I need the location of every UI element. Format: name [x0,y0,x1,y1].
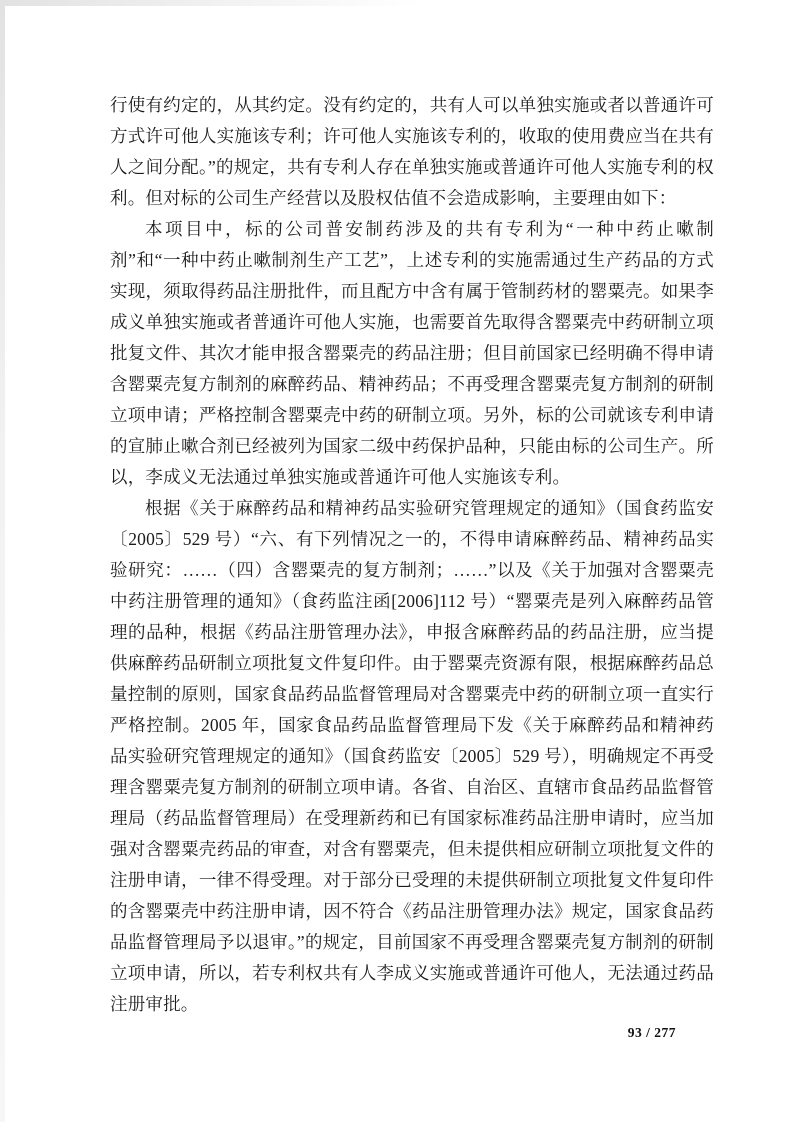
page-number: 93 / 277 [627,1025,676,1040]
paragraph-shared-patent-rights: 行使有约定的，从其约定。没有约定的，共有人可以单独实施或者以普通许可方式许可他人实施该专利；许可他人实施该专利的，收取的使用费应当在共有人之间分配。”的规定，共有专利人存在单独实施或普通许可他人实施专利的权利。但对标的公司生产经营以及股权估值不会造成影响，主要理由如下： [110,95,714,208]
paragraph-target-company-patents: 本项目中，标的公司普安制药涉及的共有专利为“一种中药止嗽制剂”和“一种中药止嗽制剂生产工艺”，上述专利的实施需通过生产药品的方式实现，须取得药品注册批件，而且配方中含有属于管制药材的罂粟壳。如果李成义单独实施或者普通许可他人实施，也需要首先取得含罂粟壳中药研制立项批复文件、其次才能申报含罂粟壳的药品注册；但目前国家已经明确不得申请含罂粟壳复方制剂的麻醉药品、精神药品；不再受理含罂粟壳复方制剂的研制立项申请；严格控制含罂粟壳中药的研制立项。另外，标的公司就该专利申请的宣肺止嗽合剂已经被列为国家二级中药保护品种，只能由标的公司生产。所以，李成义无法通过单独实施或普通许可他人实施该专利。 [110,219,714,487]
page-edge-shadow-left [0,0,5,1122]
page-edge-shadow-top [0,0,420,6]
document-body-text [110,90,714,1020]
paragraph-regulatory-basis: 根据《关于麻醉药品和精神药品实验研究管理规定的通知》（国食药监安〔2005〕529 号）“六、有下列情况之一的，不得申请麻醉药品、精神药品实验研究：……（四）含罂粟壳的复方制剂；……”以及《关于加强对含罂粟壳中药注册管理的通知》（食药监注函[2006]112 号）“罂粟壳是列入麻醉药品管理的品种，根据《药品注册管理办法》，申报含麻醉药品的药品注册，应当提供麻醉药品研制立项批复文件复印件。由于罂粟壳资源有限，根据麻醉药品总量控制的原则，国家食品药品监督管理局对含罂粟壳中药的研制立项一直实行严格控制。2005 年，国家食品药品监督管理局下发《关于麻醉药品和精神药品实验研究管理规定的通知》（国食药监安〔2005〕529 号），明确规定不再受理含罂粟壳复方制剂的研制立项申请。各省、自治区、直辖市食品药品监督管理局（药品监督管理局）在受理新药和已有国家标准药品注册申请时，应当加强对含罂粟壳药品的审查，对含有罂粟壳，但未提供相应研制立项批复文件的注册申请，一律不得受理。对于部分已受理的未提供研制立项批复文件复印件的含罂粟壳中药注册申请，因不符合《药品注册管理办法》规定，国家食品药品监督管理局予以退审。”的规定，目前国家不再受理含罂粟壳复方制剂的研制立项申请，所以，若专利权共有人李成义实施或普通许可他人，无法通过药品注册审批。 [110,498,714,1014]
